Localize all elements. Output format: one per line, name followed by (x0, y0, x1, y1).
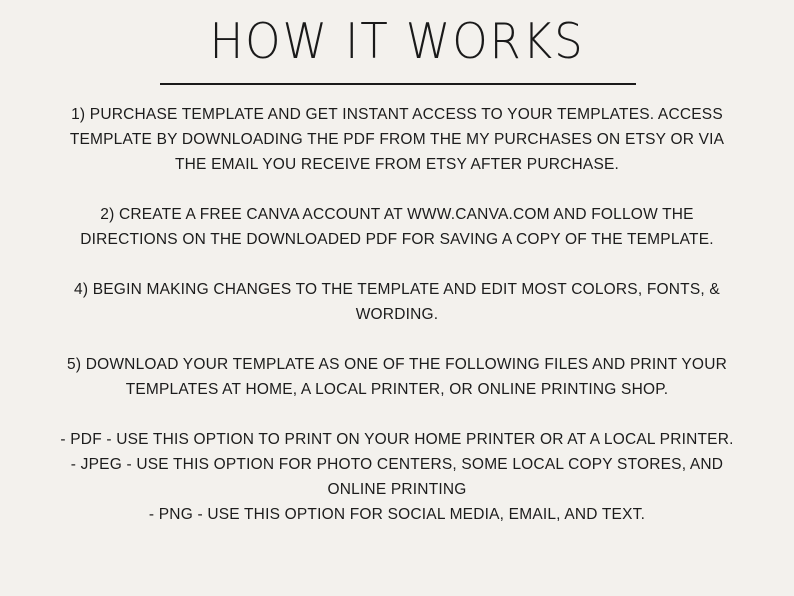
step-4-line-1: 4) BEGIN MAKING CHANGES TO THE TEMPLATE AND EDIT MOST COLORS, FONTS, & (74, 281, 720, 298)
step-1-line-3: THE EMAIL YOU RECEIVE FROM ETSY AFTER PURCHASE. (174, 156, 620, 173)
step-4 (10, 277, 784, 327)
step-2-line-1: 2) CREATE A FREE CANVA ACCOUNT AT WWW.CANVA.COM AND FOLLOW THE (100, 206, 694, 223)
step-5-line-2: TEMPLATES AT HOME, A LOCAL PRINTER, OR ONLINE PRINTING SHOP. (125, 381, 669, 398)
step-1-line-1: 1) PURCHASE TEMPLATE AND GET INSTANT ACCESS TO YOUR TEMPLATES. ACCESS (71, 106, 723, 123)
step-2-line-2: DIRECTIONS ON THE DOWNLOADED PDF FOR SAVING A COPY OF THE TEMPLATE. (80, 231, 714, 248)
page-title: HOW IT WORKS (209, 13, 585, 70)
step-5 (10, 352, 784, 402)
step-2 (10, 202, 784, 252)
step-4-line-2: WORDING. (355, 306, 439, 323)
title-divider (160, 83, 636, 85)
option-pdf: - PDF - USE THIS OPTION TO PRINT ON YOUR HOME PRINTER OR AT A LOCAL PRINTER. (60, 431, 734, 448)
instructions-body (10, 102, 784, 527)
step-5-line-1: 5) DOWNLOAD YOUR TEMPLATE AS ONE OF THE FOLLOWING FILES AND PRINT YOUR (67, 356, 727, 373)
step-1 (10, 102, 784, 177)
file-options (10, 427, 784, 527)
option-jpeg-continued: ONLINE PRINTING (327, 481, 467, 498)
option-jpeg: - JPEG - USE THIS OPTION FOR PHOTO CENTERS, SOME LOCAL COPY STORES, AND (70, 456, 724, 473)
option-png: - PNG - USE THIS OPTION FOR SOCIAL MEDIA, EMAIL, AND TEXT. (148, 506, 646, 523)
step-1-line-2: TEMPLATE BY DOWNLOADING THE PDF FROM THE MY PURCHASES ON ETSY OR VIA (69, 131, 725, 148)
